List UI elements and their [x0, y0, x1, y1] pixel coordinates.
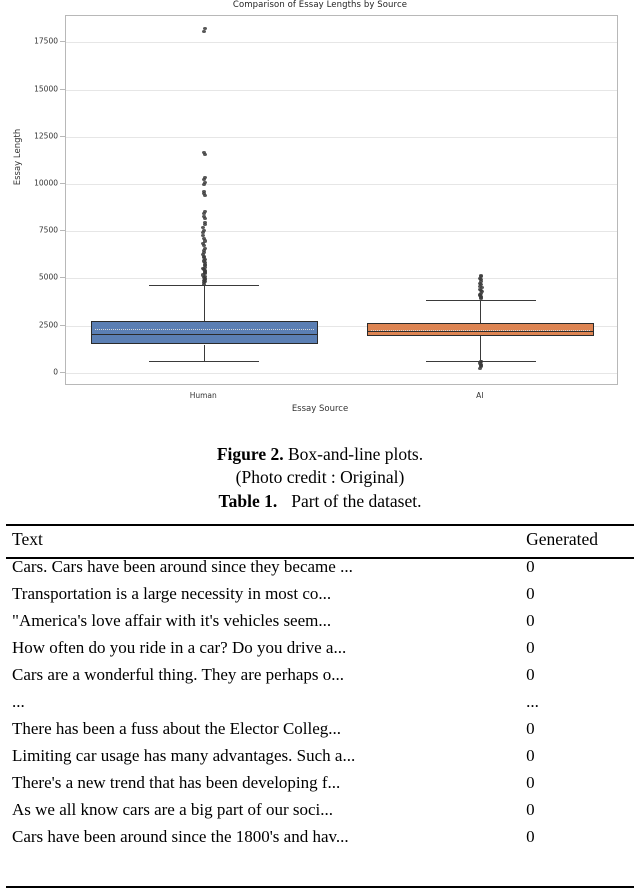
y-tick-label: 0 — [53, 367, 58, 377]
y-tick-mark — [60, 41, 65, 42]
x-axis-title: Essay Source — [291, 404, 349, 414]
cell-generated: 0 — [526, 638, 535, 657]
y-tick-mark — [60, 136, 65, 137]
mean-line — [371, 330, 590, 331]
cell-generated: 0 — [526, 611, 535, 630]
y-tick-mark — [60, 277, 65, 278]
cell-text: As we all know cars are a big part of our soci... — [12, 800, 334, 819]
outlier-point — [203, 181, 207, 184]
table-row — [6, 581, 634, 608]
outlier-point — [202, 30, 206, 33]
whisker-upper — [204, 285, 205, 321]
cell-text: Cars. Cars have been around since they became ... — [12, 557, 353, 576]
outlier-point — [202, 237, 206, 240]
y-tick-label: 10000 — [34, 178, 58, 188]
outlier-point — [202, 151, 206, 154]
cell-generated: ... — [526, 692, 539, 711]
cell-text: "America's love affair with it's vehicles seem... — [12, 611, 332, 630]
photo-credit: (Photo credit : Original) — [235, 467, 405, 487]
gridline — [66, 137, 617, 138]
y-tick-label: 17500 — [34, 36, 58, 46]
figure-caption-text: Box-and-line plots. — [283, 444, 424, 464]
table-row — [6, 797, 634, 824]
cell-generated: 0 — [526, 800, 535, 819]
cell-text: Cars have been around since the 1800's and hav... — [12, 827, 349, 846]
y-tick-mark — [60, 325, 65, 326]
gridline — [66, 184, 617, 185]
cap-lower — [426, 361, 536, 362]
cap-upper — [149, 285, 259, 286]
outlier-point — [202, 229, 206, 232]
y-tick-label: 15000 — [34, 84, 58, 94]
table-row — [6, 824, 634, 851]
outlier-point — [203, 247, 207, 250]
whisker-lower — [204, 345, 205, 361]
cap-lower — [149, 361, 259, 362]
y-tick-label: 7500 — [38, 225, 58, 235]
outlier-point — [203, 210, 207, 213]
figure-boxplot — [0, 0, 640, 420]
table-row — [6, 635, 634, 662]
median-line — [91, 334, 318, 335]
outlier-point — [203, 221, 207, 224]
table-caption-text: Part of the dataset. — [291, 491, 422, 511]
y-tick-label: 12500 — [34, 131, 58, 141]
outlier-point — [203, 27, 207, 30]
table-row — [6, 662, 634, 689]
figure-caption — [0, 443, 640, 466]
table-row — [6, 608, 634, 635]
column-header-text: Text — [12, 529, 43, 549]
figure-caption-label: Figure 2. — [216, 444, 284, 464]
x-tick-label-ai: AI — [476, 391, 484, 400]
chart-title: Comparison of Essay Lengths by Source — [232, 0, 408, 10]
cell-generated: 0 — [526, 719, 535, 738]
dataset-table — [6, 524, 634, 851]
table-row — [6, 743, 634, 770]
y-tick-mark — [60, 89, 65, 90]
gridline — [66, 231, 617, 232]
outlier-point — [479, 274, 483, 277]
table-rule-bottom — [6, 886, 634, 888]
y-axis-title: Essay Length — [13, 128, 23, 186]
plot-area — [65, 15, 618, 385]
y-tick-label: 5000 — [38, 272, 58, 282]
outlier-point — [203, 217, 207, 220]
y-tick-mark — [60, 372, 65, 373]
cell-generated: 0 — [526, 827, 535, 846]
box-human — [91, 321, 318, 345]
cell-generated: 0 — [526, 773, 535, 792]
cell-text: There has been a fuss about the Elector Colleg... — [12, 719, 342, 738]
cell-text: Limiting car usage has many advantages. Such a... — [12, 746, 356, 765]
cell-generated: 0 — [526, 665, 535, 684]
whisker-lower — [480, 336, 481, 361]
gridline — [66, 373, 617, 374]
figure-caption-block — [0, 443, 640, 512]
table-row — [6, 689, 634, 716]
outlier-point — [202, 190, 206, 193]
cell-generated: 0 — [526, 584, 535, 603]
whisker-upper — [480, 300, 481, 324]
y-tick-label: 2500 — [38, 320, 58, 330]
cell-generated: 0 — [526, 557, 535, 576]
cell-text: How often do you ride in a car? Do you drive a... — [12, 638, 347, 657]
x-tick-label-human: Human — [189, 391, 217, 400]
column-header-generated: Generated — [526, 529, 599, 549]
table-body — [6, 554, 634, 851]
cell-text: There's a new trend that has been developing f... — [12, 773, 341, 792]
y-tick-mark — [60, 183, 65, 184]
table-row — [6, 770, 634, 797]
table-row — [6, 554, 634, 581]
mean-line — [95, 329, 314, 330]
median-line — [367, 331, 594, 332]
table-caption — [0, 490, 640, 512]
y-tick-mark — [60, 230, 65, 231]
cell-text: Transportation is a large necessity in most co... — [12, 584, 332, 603]
outlier-point — [203, 176, 207, 179]
cell-text: ... — [12, 692, 25, 711]
cell-text: Cars are a wonderful thing. They are perhaps o... — [12, 665, 345, 684]
gridline — [66, 42, 617, 43]
table-row — [6, 716, 634, 743]
cell-generated: 0 — [526, 746, 535, 765]
table-caption-label: Table 1. — [218, 491, 278, 511]
outlier-point — [202, 215, 206, 218]
table-header-row — [6, 524, 634, 554]
gridline — [66, 278, 617, 279]
gridline — [66, 90, 617, 91]
cap-upper — [426, 300, 536, 301]
